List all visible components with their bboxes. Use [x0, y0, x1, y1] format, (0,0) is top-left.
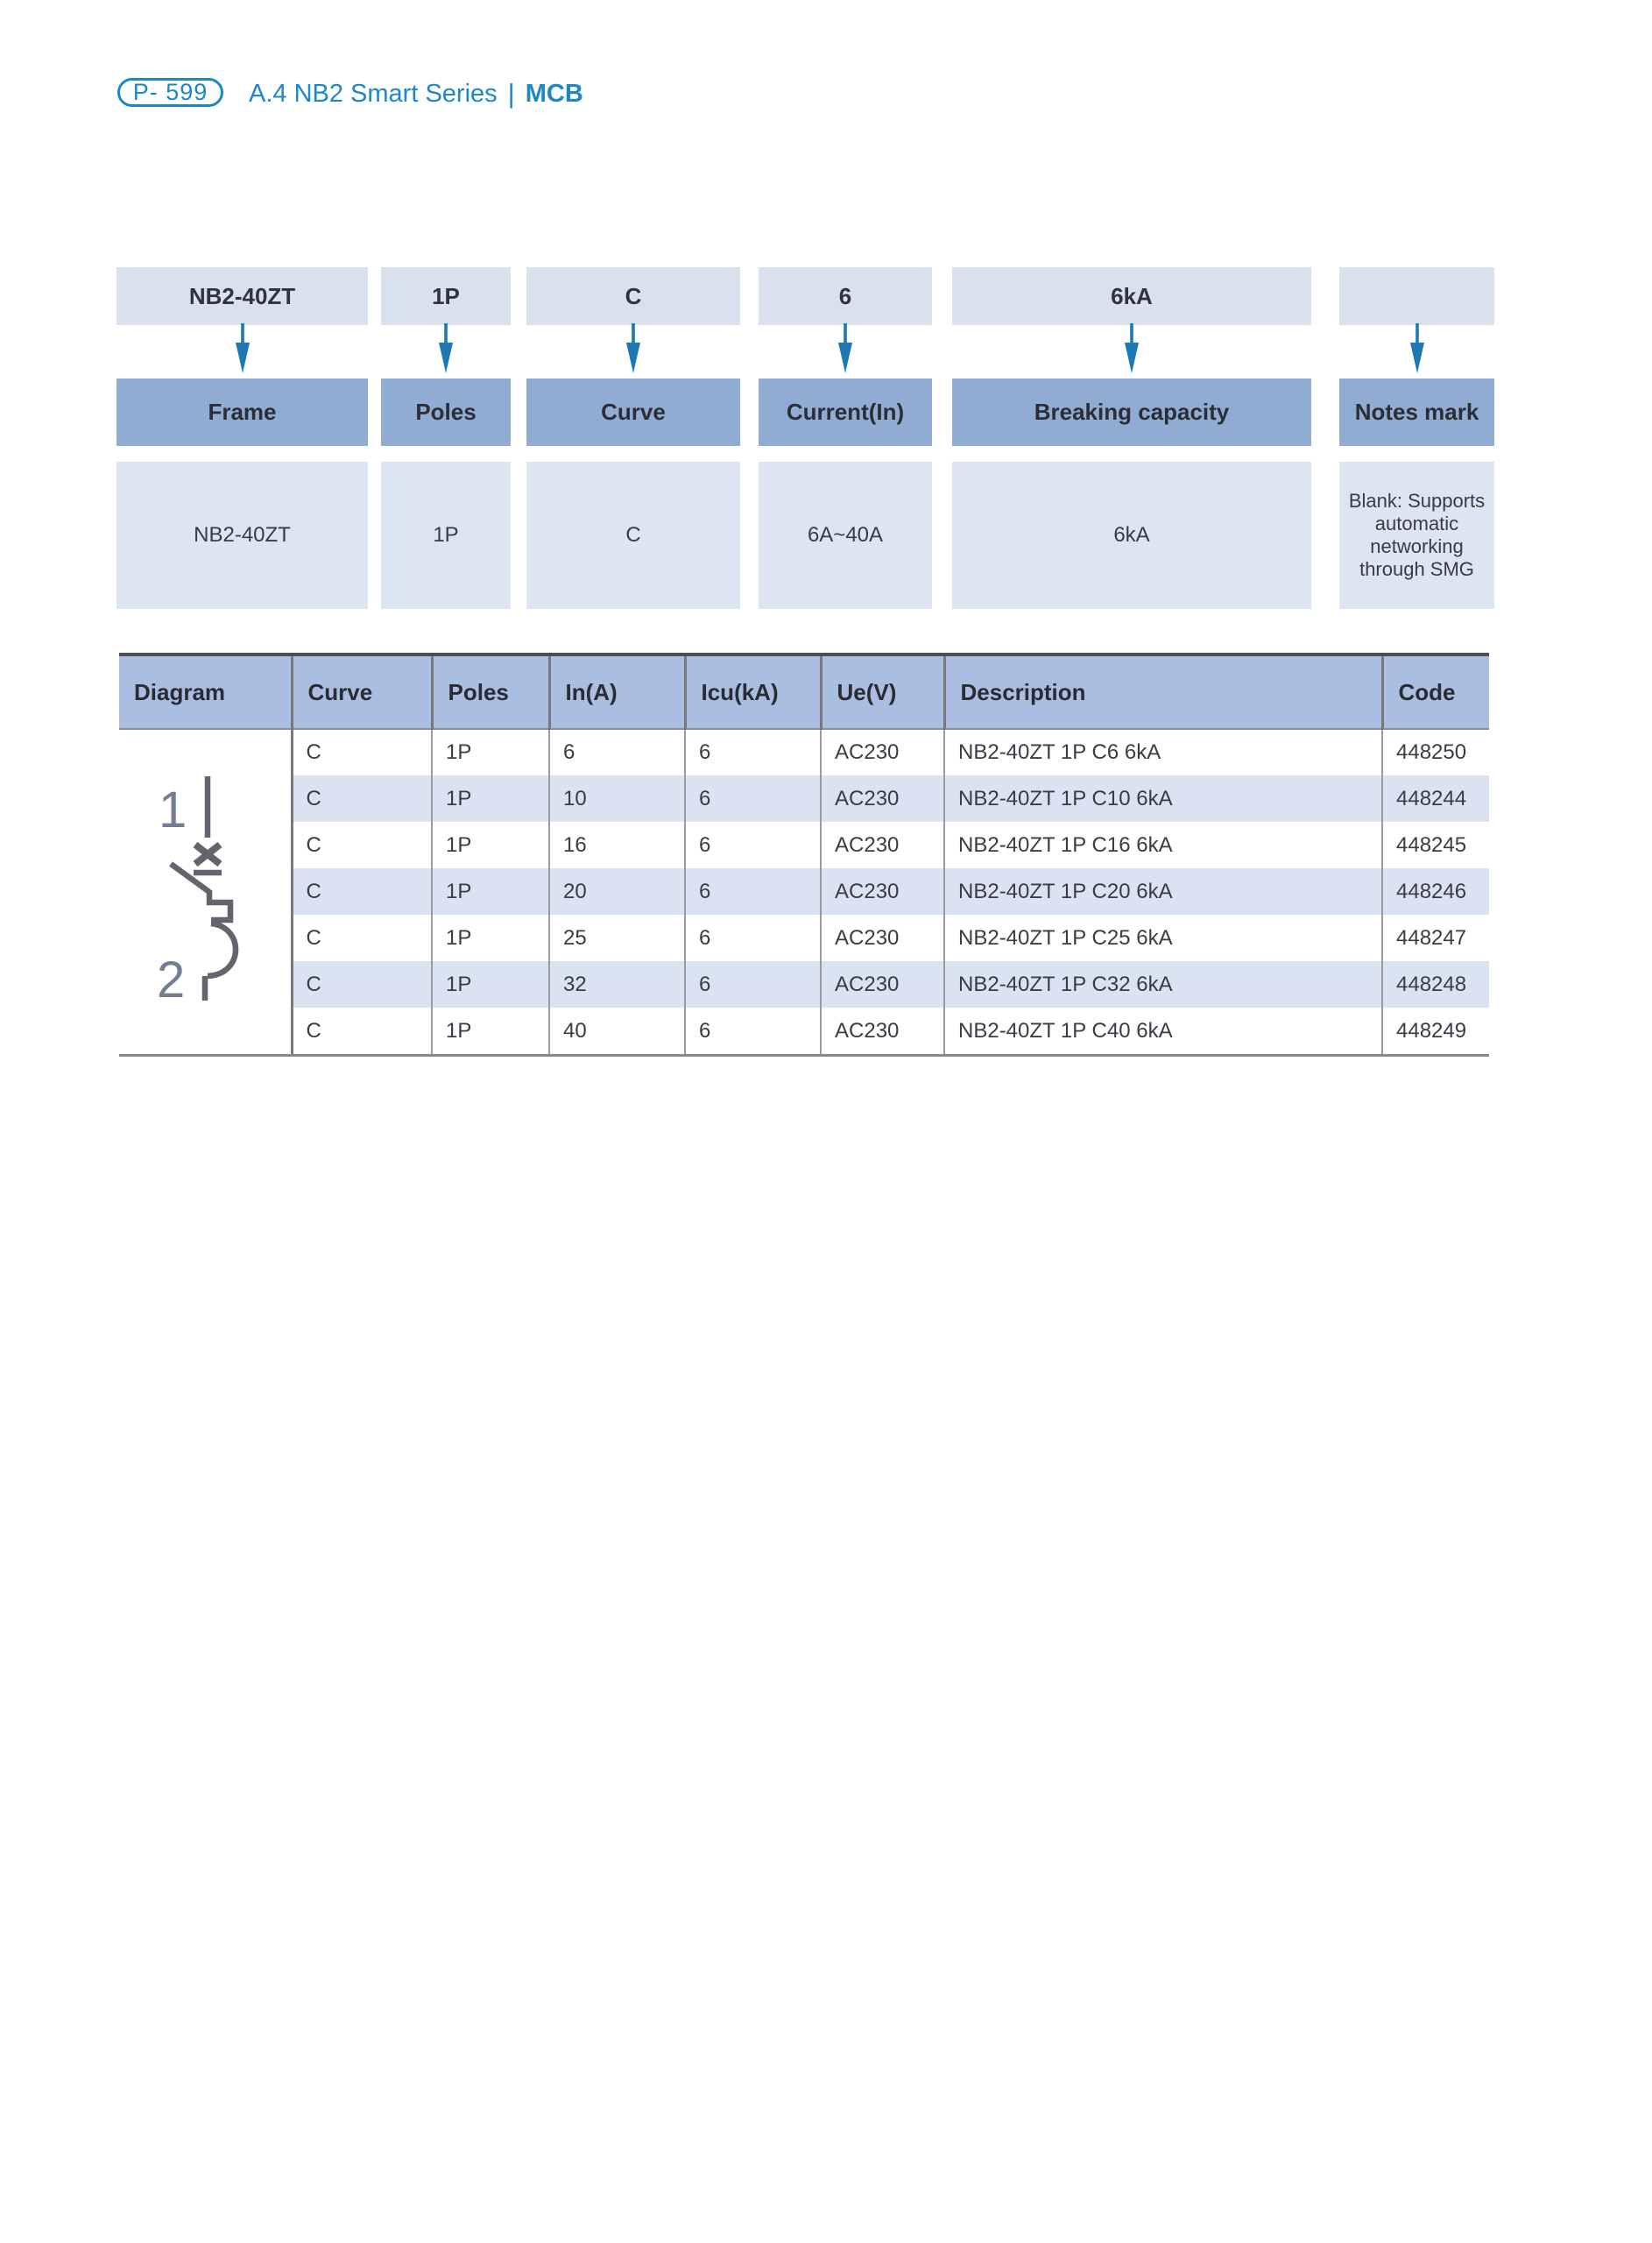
- cell-description: NB2-40ZT 1P C40 6kA: [944, 1008, 1382, 1054]
- cell-poles: 1P: [432, 775, 549, 822]
- circuit-breaker-symbol-icon: [152, 771, 258, 1008]
- cell-code: 448245: [1382, 822, 1489, 868]
- terminal-2-label: 2: [156, 951, 186, 1008]
- terminal-1-label: 1: [158, 781, 187, 838]
- series-title: A.4 NB2 Smart Series: [249, 79, 498, 108]
- cell-code: 448247: [1382, 915, 1489, 961]
- segment-label: Curve: [526, 379, 740, 446]
- cell-ue: AC230: [821, 822, 944, 868]
- down-arrow-icon: [526, 323, 740, 378]
- cell-icu: 6: [685, 915, 821, 961]
- code-segment: [1339, 267, 1494, 325]
- cell-ue: AC230: [821, 729, 944, 775]
- down-arrow-icon: [1339, 323, 1494, 378]
- code-segment: C: [526, 267, 740, 325]
- cell-curve: C: [292, 729, 432, 775]
- cell-ue: AC230: [821, 915, 944, 961]
- down-arrow-icon: [759, 323, 932, 378]
- col-header-description: Description: [944, 656, 1382, 729]
- cell-poles: 1P: [432, 915, 549, 961]
- segment-value: 6kA: [952, 462, 1311, 609]
- cell-poles: 1P: [432, 822, 549, 868]
- cell-icu: 6: [685, 961, 821, 1008]
- table-row: [119, 729, 1489, 775]
- selection-table: [119, 653, 1489, 1057]
- segment-value: Blank: Supports automatic networking through SMG: [1339, 462, 1494, 609]
- table-row: [119, 868, 1489, 915]
- segment-value: 1P: [381, 462, 511, 609]
- cell-description: NB2-40ZT 1P C25 6kA: [944, 915, 1382, 961]
- cell-in: 16: [549, 822, 685, 868]
- cell-poles: 1P: [432, 729, 549, 775]
- cell-icu: 6: [685, 868, 821, 915]
- cell-code: 448249: [1382, 1008, 1489, 1054]
- down-arrow-icon: [116, 323, 368, 378]
- model-code-column-frame: [116, 267, 368, 609]
- cell-description: NB2-40ZT 1P C32 6kA: [944, 961, 1382, 1008]
- cell-curve: C: [292, 822, 432, 868]
- model-code-column-poles: [381, 267, 511, 609]
- title-divider: |: [507, 78, 515, 109]
- cell-curve: C: [292, 1008, 432, 1054]
- col-header-poles: Poles: [432, 656, 549, 729]
- cell-description: NB2-40ZT 1P C20 6kA: [944, 868, 1382, 915]
- down-arrow-icon: [381, 323, 511, 378]
- cell-icu: 6: [685, 775, 821, 822]
- table-row: [119, 961, 1489, 1008]
- cell-code: 448248: [1382, 961, 1489, 1008]
- segment-label: Frame: [116, 379, 368, 446]
- cell-ue: AC230: [821, 868, 944, 915]
- table-row: [119, 822, 1489, 868]
- cell-description: NB2-40ZT 1P C10 6kA: [944, 775, 1382, 822]
- segment-label: Notes mark: [1339, 379, 1494, 446]
- segment-label: Current(In): [759, 379, 932, 446]
- col-header-ue: Ue(V): [821, 656, 944, 729]
- cell-curve: C: [292, 775, 432, 822]
- segment-value: C: [526, 462, 740, 609]
- col-header-diagram: Diagram: [119, 656, 292, 729]
- col-header-code: Code: [1382, 656, 1489, 729]
- col-header-in: In(A): [549, 656, 685, 729]
- code-segment: 6kA: [952, 267, 1311, 325]
- page-number: P- 599: [132, 79, 208, 105]
- col-header-curve: Curve: [292, 656, 432, 729]
- page-number-pill: [117, 78, 223, 107]
- cell-poles: 1P: [432, 961, 549, 1008]
- code-segment: 6: [759, 267, 932, 325]
- table-row: [119, 775, 1489, 822]
- table-row: [119, 1008, 1489, 1054]
- cell-curve: C: [292, 961, 432, 1008]
- model-code-column-curve: [526, 267, 740, 609]
- cell-description: NB2-40ZT 1P C6 6kA: [944, 729, 1382, 775]
- cell-curve: C: [292, 915, 432, 961]
- page-title: [249, 78, 583, 110]
- col-header-icu: Icu(kA): [685, 656, 821, 729]
- segment-value: 6A~40A: [759, 462, 932, 609]
- cell-icu: 6: [685, 822, 821, 868]
- cell-ue: AC230: [821, 1008, 944, 1054]
- model-code-column-current: [759, 267, 932, 609]
- cell-ue: AC230: [821, 775, 944, 822]
- code-segment: NB2-40ZT: [116, 267, 368, 325]
- cell-in: 25: [549, 915, 685, 961]
- table-header-row: [119, 656, 1489, 729]
- segment-value: NB2-40ZT: [116, 462, 368, 609]
- cell-code: 448246: [1382, 868, 1489, 915]
- down-arrow-icon: [952, 323, 1311, 378]
- cell-in: 6: [549, 729, 685, 775]
- cell-curve: C: [292, 868, 432, 915]
- cell-code: 448244: [1382, 775, 1489, 822]
- segment-label: Poles: [381, 379, 511, 446]
- cell-icu: 6: [685, 1008, 821, 1054]
- cell-in: 20: [549, 868, 685, 915]
- cell-in: 40: [549, 1008, 685, 1054]
- cell-in: 32: [549, 961, 685, 1008]
- cell-description: NB2-40ZT 1P C16 6kA: [944, 822, 1382, 868]
- code-segment: 1P: [381, 267, 511, 325]
- segment-label: Breaking capacity: [952, 379, 1311, 446]
- breaker-diagram-cell: [119, 729, 292, 1054]
- product-type: MCB: [525, 79, 583, 108]
- cell-poles: 1P: [432, 1008, 549, 1054]
- model-code-column-notes: [1339, 267, 1494, 609]
- cell-in: 10: [549, 775, 685, 822]
- cell-code: 448250: [1382, 729, 1489, 775]
- model-code-column-breaking-capacity: [952, 267, 1311, 609]
- cell-icu: 6: [685, 729, 821, 775]
- cell-poles: 1P: [432, 868, 549, 915]
- table-row: [119, 915, 1489, 961]
- cell-ue: AC230: [821, 961, 944, 1008]
